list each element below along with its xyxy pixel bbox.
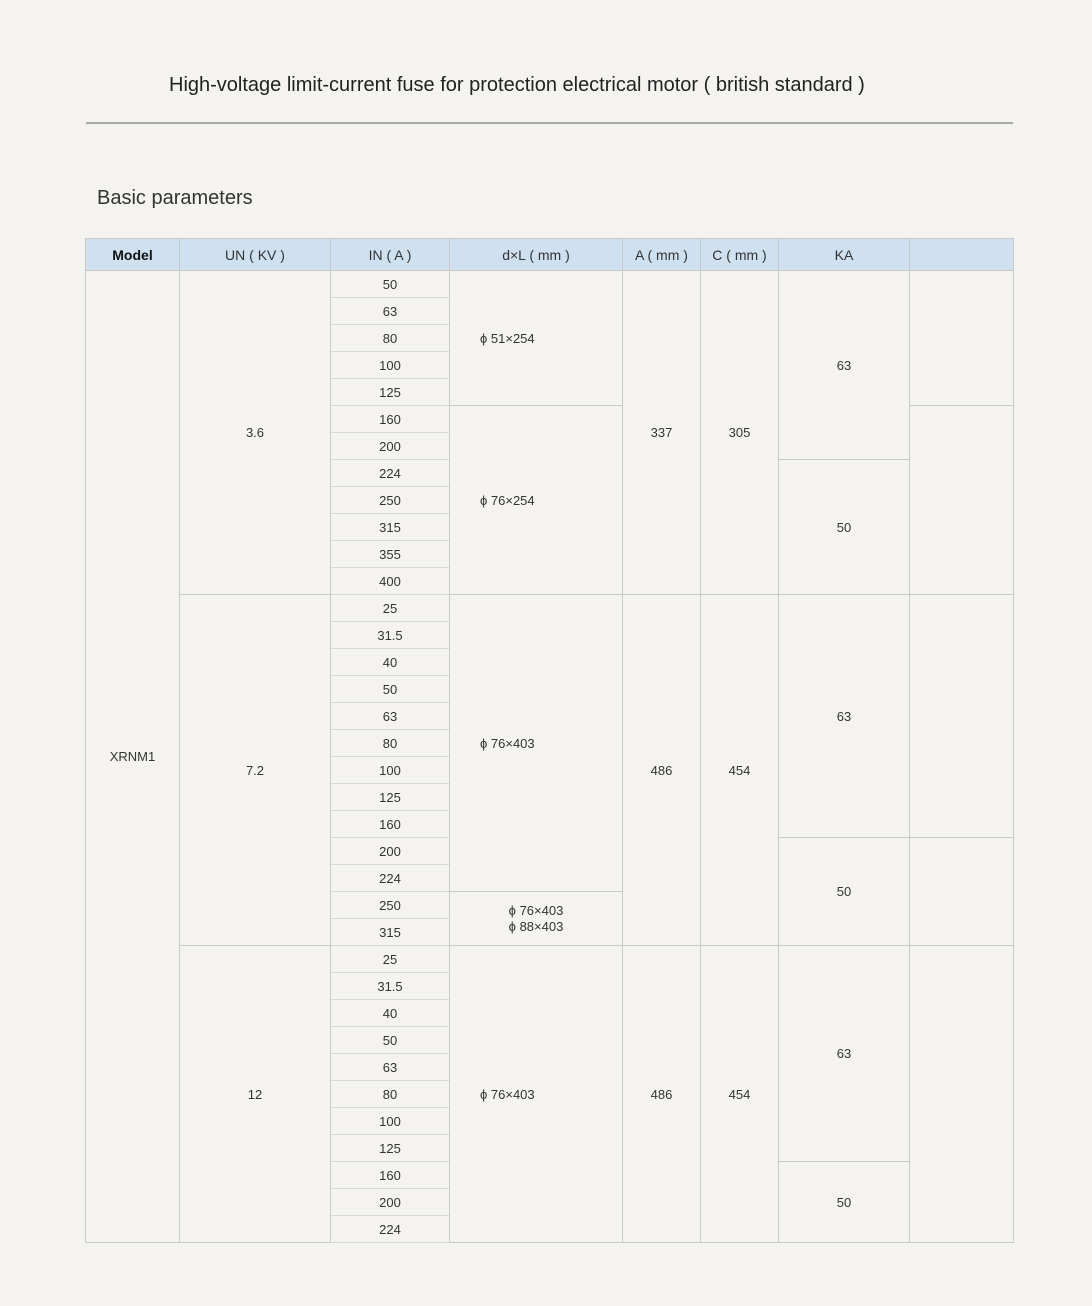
header-in: IN ( A ) [331, 239, 450, 271]
header-extra [910, 239, 1014, 271]
dxl-line: ϕ 76×254 [480, 492, 535, 508]
ka-cell: 50 [779, 460, 910, 595]
extra-cell [910, 595, 1014, 838]
in-cell: 160 [331, 1162, 450, 1189]
dxl-line: ϕ 51×254 [480, 330, 535, 346]
c-cell: 454 [701, 595, 779, 946]
header-ka: KA [779, 239, 910, 271]
extra-cell [910, 838, 1014, 946]
in-cell: 80 [331, 730, 450, 757]
in-cell: 40 [331, 1000, 450, 1027]
dxl-cell [450, 595, 623, 892]
in-cell: 100 [331, 1108, 450, 1135]
title-divider [86, 122, 1013, 124]
ka-cell: 63 [779, 271, 910, 460]
in-cell: 31.5 [331, 622, 450, 649]
table-row [86, 595, 1014, 622]
in-cell: 100 [331, 352, 450, 379]
ka-cell: 50 [779, 838, 910, 946]
in-cell: 25 [331, 946, 450, 973]
in-cell: 80 [331, 325, 450, 352]
in-cell: 125 [331, 784, 450, 811]
in-cell: 50 [331, 1027, 450, 1054]
in-cell: 160 [331, 406, 450, 433]
in-cell: 63 [331, 1054, 450, 1081]
header-un: UN ( KV ) [180, 239, 331, 271]
basic-parameters-table [85, 238, 1014, 1243]
table-row [86, 946, 1014, 973]
extra-cell [910, 271, 1014, 406]
in-cell: 50 [331, 271, 450, 298]
in-cell: 315 [331, 514, 450, 541]
table-row [86, 271, 1014, 298]
in-cell: 400 [331, 568, 450, 595]
in-cell: 40 [331, 649, 450, 676]
in-cell: 250 [331, 487, 450, 514]
in-cell: 31.5 [331, 973, 450, 1000]
in-cell: 125 [331, 379, 450, 406]
in-cell: 224 [331, 460, 450, 487]
un-cell: 3.6 [180, 271, 331, 595]
in-cell: 224 [331, 1216, 450, 1243]
in-cell: 100 [331, 757, 450, 784]
dxl-line: ϕ 88×403 [508, 918, 564, 934]
in-cell: 250 [331, 892, 450, 919]
a-cell: 486 [623, 595, 701, 946]
dxl-line: ϕ 76×403 [480, 1086, 535, 1102]
in-cell: 63 [331, 298, 450, 325]
page-title: High-voltage limit-current fuse for protection electrical motor ( british standard ) [169, 74, 865, 96]
dxl-line: ϕ 76×403 [480, 735, 535, 751]
dxl-cell [450, 946, 623, 1243]
in-cell: 80 [331, 1081, 450, 1108]
header-dxl: d×L ( mm ) [450, 239, 623, 271]
dxl-line: ϕ 76×403 [508, 902, 564, 918]
in-cell: 50 [331, 676, 450, 703]
in-cell: 125 [331, 1135, 450, 1162]
header-a: A ( mm ) [623, 239, 701, 271]
in-cell: 355 [331, 541, 450, 568]
table-body [86, 271, 1014, 1243]
a-cell: 486 [623, 946, 701, 1243]
dxl-cell [450, 892, 623, 946]
in-cell: 200 [331, 838, 450, 865]
ka-cell: 63 [779, 946, 910, 1162]
dxl-cell [450, 271, 623, 406]
in-cell: 200 [331, 433, 450, 460]
header-c: C ( mm ) [701, 239, 779, 271]
un-cell: 7.2 [180, 595, 331, 946]
in-cell: 25 [331, 595, 450, 622]
extra-cell [910, 406, 1014, 595]
in-cell: 224 [331, 865, 450, 892]
c-cell: 305 [701, 271, 779, 595]
in-cell: 160 [331, 811, 450, 838]
model-cell: XRNM1 [86, 271, 180, 1243]
ka-cell: 50 [779, 1162, 910, 1243]
ka-cell: 63 [779, 595, 910, 838]
extra-cell [910, 946, 1014, 1243]
in-cell: 63 [331, 703, 450, 730]
table-header-row [86, 239, 1014, 271]
in-cell: 200 [331, 1189, 450, 1216]
dxl-cell [450, 406, 623, 595]
header-model: Model [86, 239, 180, 271]
in-cell: 315 [331, 919, 450, 946]
un-cell: 12 [180, 946, 331, 1243]
a-cell: 337 [623, 271, 701, 595]
section-title: Basic parameters [97, 187, 253, 209]
c-cell: 454 [701, 946, 779, 1243]
